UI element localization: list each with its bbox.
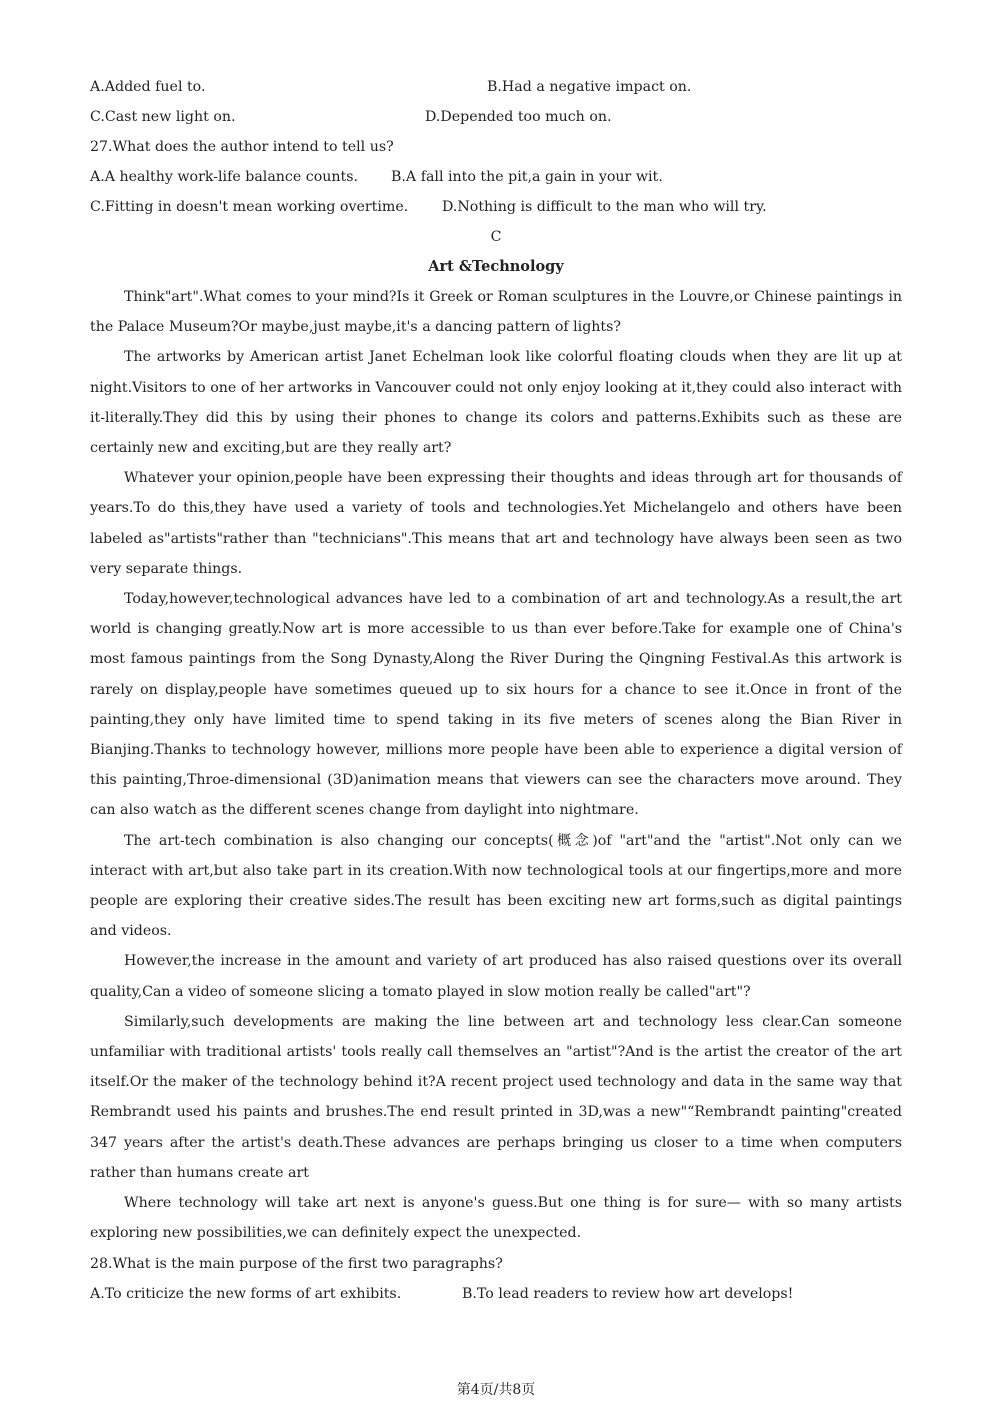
passage-paragraph: Whatever your opinion,people have been expressing their thoughts and ideas through art for thousands of years.To do this,they have used a variety of tools and technologies.Yet Michelangelo and others have been labeled as"artists"rather than "technicians".This means that art and technology have always been seen as two very separate things. (90, 470, 902, 577)
q28-option-b: B.To lead readers to review how art develops! (462, 1285, 794, 1302)
passage-title: Art &Technology (428, 258, 564, 275)
q26-options-row-1 (90, 72, 902, 102)
section-letter: C (490, 229, 502, 245)
page-number: 第4页/共8页 (456, 1382, 536, 1398)
passage-paragraph: Today,however,technological advances have led to a combination of art and technology.As a result,the art world is changing greatly.Now art is more accessible to us than ever before.Take for example one of China's most famous paintings from the Song Dynasty,Along the River During the Qingning Festival.As this artwork is rarely on display,people have sometimes queued up to six hours for a chance to see it.Once in front of the painting,they only have limited time to spend taking in its five meters of scenes along the Bian River in Bianjing.Thanks to technology however, millions more people have been able to experience a digital version of this painting,Throe-dimensional (3D)animation means that viewers can see the characters move around. They can also watch as the different scenes change from daylight into nightmare. (90, 591, 902, 819)
q26-options-row-2 (90, 102, 902, 132)
q28-question: 28.What is the main purpose of the first two paragraphs? (90, 1255, 503, 1272)
q26-option-a: A.Added fuel to. (90, 79, 206, 95)
q27-option-b: B.A fall into the pit,a gain in your wit. (391, 169, 663, 185)
passage-paragraph: Similarly,such developments are making the line between art and technology less clear.Can someone unfamiliar with traditional artists' tools really call themselves an "artist"?And is the artist the creator of the art itself.Or the maker of the technology behind it?A recent project used technology and data in the same way that Rembrandt used his paints and brushes.The end result printed in 3D,was a new"“Rembrandt painting"created 347 years after the artist's death.These advances are perhaps bringing us closer to a time when computers rather than humans create art (90, 1013, 902, 1181)
q28-options-row-1 (90, 1279, 902, 1309)
passage-paragraph: The art-tech combination is also changing our concepts(概念)of "art"and the "artist".Not only can we interact with art,but also take part in its creation.With now technological tools at our fingertips,more and more people are exploring their creative sides.The result has been exciting new art forms,such as digital paintings and videos. (90, 832, 902, 940)
q27-option-d: D.Nothing is difficult to the man who will try. (442, 199, 767, 215)
q27-options-row-2 (90, 192, 902, 222)
q26-option-d: D.Depended too much on. (425, 109, 612, 125)
passage-paragraph: The artworks by American artist Janet Echelman look like colorful floating clouds when they are lit up at night.Visitors to one of her artworks in Vancouver could not only enjoy looking at it,they could also interact with it-literally.They did this by using their phones to change its colors and patterns.Exhibits such as these are certainly new and exciting,but are they really art? (90, 349, 902, 457)
passage-paragraph: Think"art".What comes to your mind?Is it Greek or Roman sculptures in the Louvre,or Chinese paintings in the Palace Museum?Or maybe,just maybe,it's a dancing pattern of lights? (90, 289, 902, 336)
passage-paragraph: Where technology will take art next is anyone's guess.But one thing is for sure— with so many artists exploring new possibilities,we can definitely expect the unexpected. (90, 1195, 902, 1242)
q28-option-a: A.To criticize the new forms of art exhibits. (90, 1285, 402, 1302)
q27-question: 27.What does the author intend to tell us? (90, 139, 394, 155)
q27-option-c: C.Fitting in doesn't mean working overtime. (90, 199, 409, 215)
q27-options-row-1 (90, 162, 902, 192)
exam-page (90, 72, 902, 1309)
q27-option-a: A.A healthy work-life balance counts. (90, 169, 359, 185)
q26-option-c: C.Cast new light on. (90, 109, 236, 125)
q26-option-b: B.Had a negative impact on. (487, 79, 692, 95)
passage-paragraph: However,the increase in the amount and variety of art produced has also raised questions over its overall quality,Can a video of someone slicing a tomato played in slow motion really be called"art"? (90, 953, 902, 1000)
